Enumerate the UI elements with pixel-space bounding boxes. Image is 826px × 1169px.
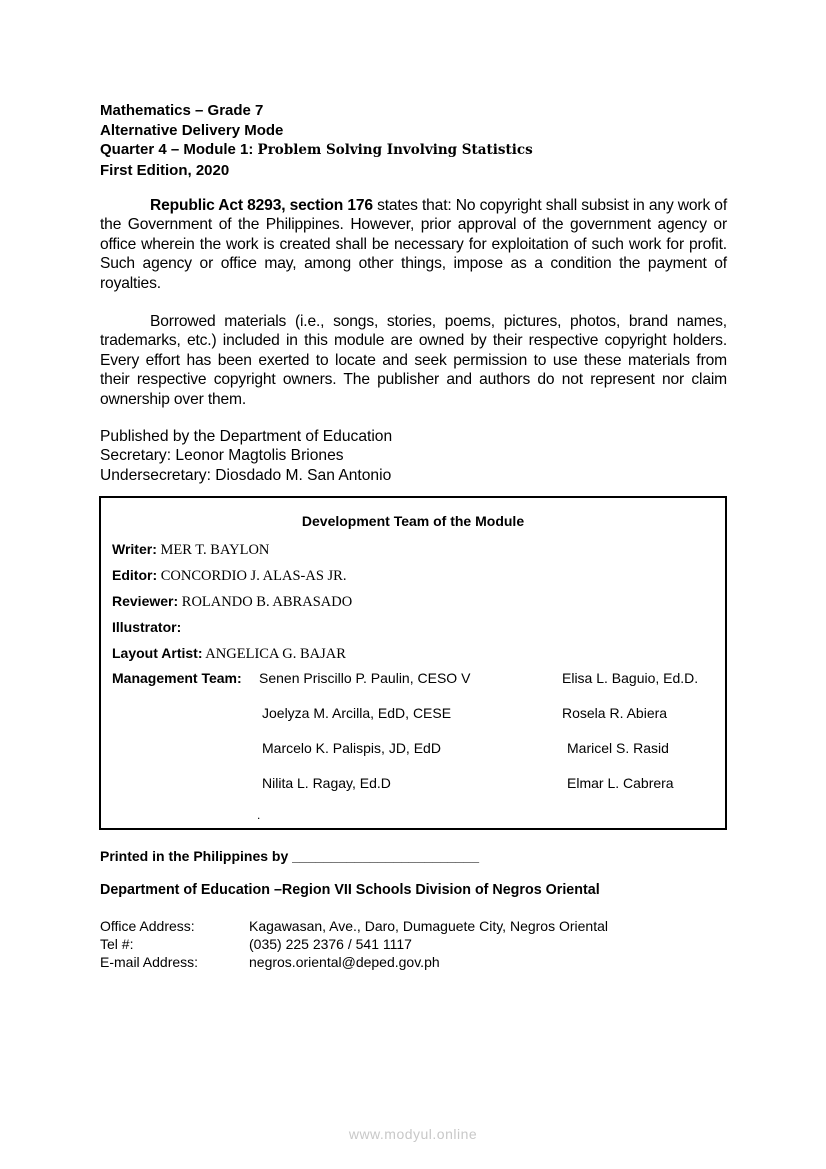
telephone-row: [100, 935, 608, 953]
management-member: Rosela R. Abiera: [562, 705, 668, 721]
republic-act-reference: Republic Act 8293, section 176: [150, 197, 373, 214]
team-title: Development Team of the Module: [301, 513, 525, 529]
email-row: [100, 953, 608, 971]
management-member: Marcelo K. Palispis, JD, EdD: [262, 740, 441, 756]
document-header: [100, 101, 533, 180]
role-value: ANGELICA G. BAJAR: [202, 646, 346, 662]
contact-key: E-mail Address:: [100, 954, 199, 970]
office-address-row: [100, 917, 608, 935]
contact-value: (035) 225 2376 / 541 1117: [249, 936, 412, 952]
undersecretary: Undersecretary: Diosdado M. San Antonio: [100, 466, 392, 484]
publisher: Published by the Department of Education: [100, 428, 393, 445]
management-member: Joelyza M. Arcilla, EdD, CESE: [262, 705, 452, 721]
contact-value: Kagawasan, Ave., Daro, Dumaguete City, Negros Oriental: [249, 918, 608, 934]
edition: First Edition, 2020: [100, 161, 230, 179]
management-member: Elmar L. Cabrera: [567, 775, 674, 791]
delivery-mode: Alternative Delivery Mode: [100, 121, 284, 139]
module-number: Quarter 4 – Module 1:: [100, 141, 258, 158]
role-label: Illustrator:: [112, 619, 182, 635]
subject-grade: Mathematics – Grade 7: [100, 102, 264, 119]
role-layout-artist: [112, 645, 346, 663]
module-topic: Problem Solving Involving Statistics: [257, 142, 533, 158]
watermark: www.modyul.online: [348, 1126, 478, 1142]
management-member: Maricel S. Rasid: [567, 740, 669, 756]
borrowed-materials-paragraph: Borrowed materials (i.e., songs, stories, poems, pictures, photos, brand names, trademarks, etc.) included in this module are owned by their respective copyright holders. Every effort has been exerted to locate and seek permission to use these materials from their respective copyright owners. The publisher and authors do not represent nor claim ownership over them.: [100, 313, 727, 408]
management-member: Senen Priscillo P. Paulin, CESO V: [259, 670, 471, 686]
role-value: MER T. BAYLON: [156, 542, 270, 558]
printed-by: Printed in the Philippines by ________________________: [100, 848, 479, 864]
secretary: Secretary: Leonor Magtolis Briones: [100, 447, 344, 465]
publisher-info: [100, 427, 392, 485]
copyright-paragraph: [100, 196, 727, 293]
contact-info: [100, 917, 608, 971]
role-label: Layout Artist:: [112, 645, 203, 661]
management-member: Elisa L. Baguio, Ed.D.: [562, 670, 699, 686]
role-label: Writer:: [112, 541, 157, 557]
role-label: Reviewer:: [112, 593, 179, 609]
role-value: ROLANDO B. ABRASADO: [178, 594, 353, 610]
contact-value: negros.oriental@deped.gov.ph: [249, 954, 440, 970]
development-team-box: [99, 496, 727, 830]
role-illustrator: [112, 619, 181, 637]
module-title: [100, 140, 533, 161]
management-team-label: Management Team:: [112, 670, 242, 686]
copyright-text: states that: No copyright shall subsist in any work of the Government of the Philippines. However, prior approval of the government agency or office wherein the work is created shall be necessary for exploitation of such work for profit. Such agency or office may, among other things, impose as a condition the payment of royalties.: [100, 197, 727, 292]
role-writer: [112, 541, 269, 559]
role-editor: [112, 567, 346, 585]
division-name: Department of Education –Region VII Schools Division of Negros Oriental: [100, 882, 600, 898]
role-label: Editor:: [112, 567, 158, 583]
role-value: CONCORDIO J. ALAS-AS JR.: [157, 568, 347, 584]
contact-key: Office Address:: [100, 918, 195, 934]
trailing-dot: .: [257, 808, 261, 822]
contact-key: Tel #:: [100, 936, 134, 952]
management-member: Nilita L. Ragay, Ed.D: [262, 775, 391, 791]
role-reviewer: [112, 593, 352, 611]
